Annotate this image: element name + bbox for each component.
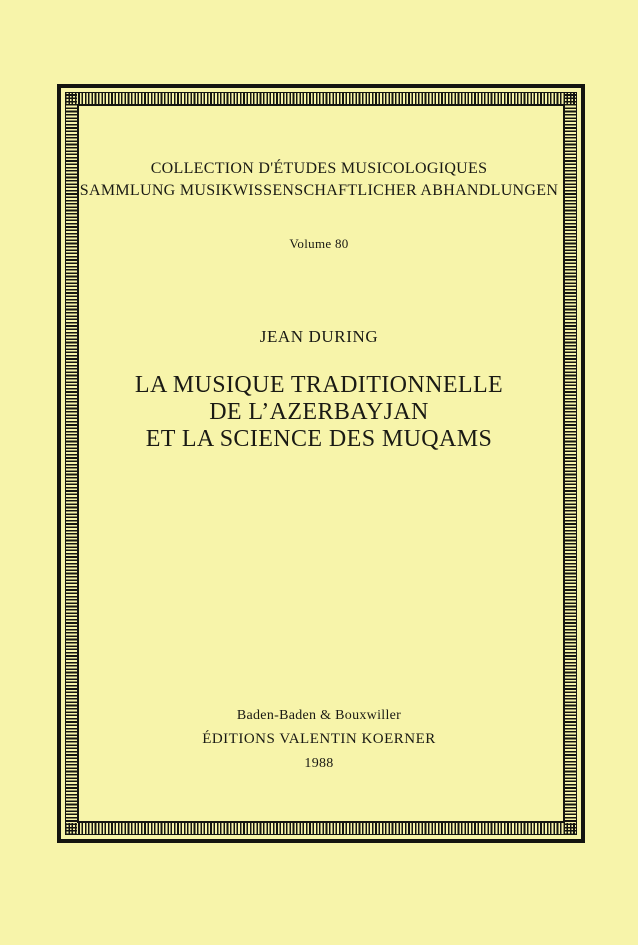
publication-year: 1988 — [304, 756, 334, 771]
publication-place: Baden-Baden & Bouxwiller — [236, 708, 402, 723]
series-title-french: COLLECTION D'ÉTUDES MUSICOLOGIQUES — [150, 160, 488, 177]
series-title-german: SAMMLUNG MUSIKWISSENSCHAFTLICHER ABHANDLUNGEN — [79, 182, 559, 199]
publisher-name: ÉDITIONS VALENTIN KOERNER — [202, 731, 436, 747]
book-title-line-3: ET LA SCIENCE DES MUQAMS — [145, 426, 493, 452]
volume-number: Volume 80 — [289, 236, 349, 251]
book-title-line-1: LA MUSIQUE TRADITIONNELLE — [134, 372, 504, 398]
book-title-line-2: DE L’AZERBAYJAN — [209, 399, 429, 425]
author-name: JEAN DURING — [259, 327, 379, 346]
